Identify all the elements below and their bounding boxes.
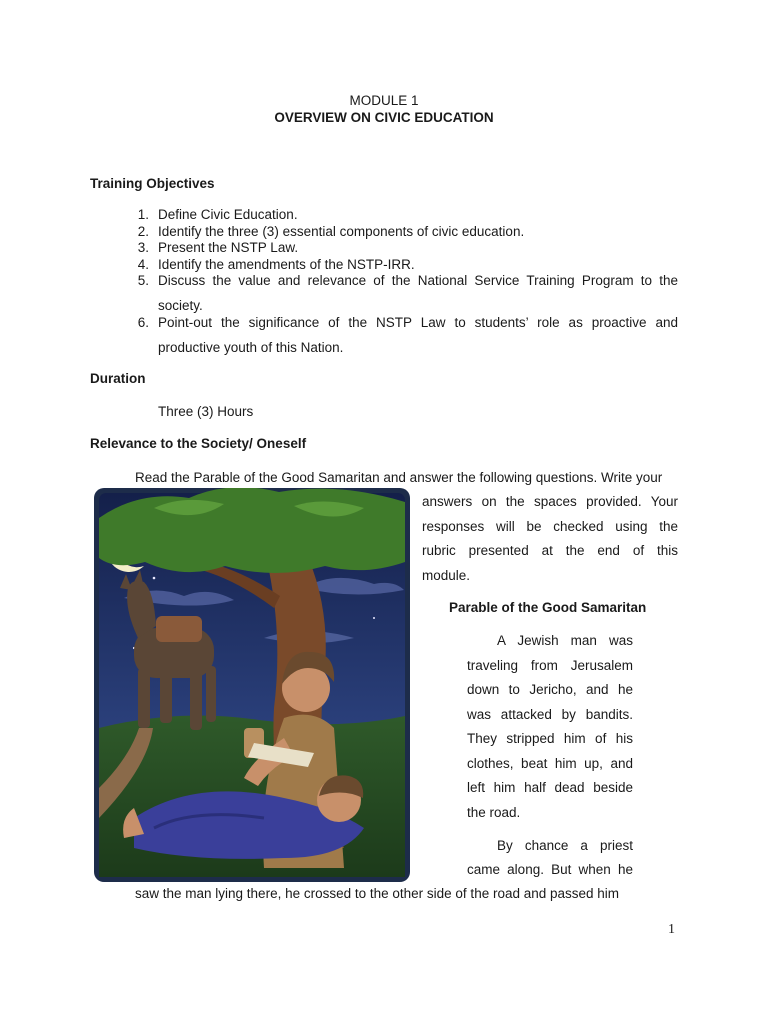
parable-line	[467, 838, 633, 853]
parable-line: was attacked by bandits.	[467, 707, 633, 722]
parable-line: They stripped him of his	[467, 731, 633, 746]
module-title: OVERVIEW ON CIVIC EDUCATION	[274, 110, 494, 125]
relevance-intro-line: module.	[422, 568, 471, 583]
objective-number: 5.	[137, 273, 149, 288]
parable-line: the road.	[467, 805, 521, 820]
objective-text: Present the NSTP Law.	[158, 240, 299, 255]
objectives-heading: Training Objectives	[90, 176, 215, 191]
parable-line: traveling from Jerusalem	[467, 658, 633, 673]
relevance-intro-line: Read the Parable of the Good Samaritan and answer the following questions. Write your	[135, 470, 663, 485]
relevance-heading: Relevance to the Society/ Oneself	[90, 436, 307, 451]
parable-line: saw the man lying there, he crossed to the other side of the road and passed him	[135, 886, 620, 901]
parable-title: Parable of the Good Samaritan	[449, 600, 647, 615]
parable-line: down to Jericho, and he	[467, 682, 633, 697]
parable-line	[467, 633, 633, 648]
objective-text: Discuss the value and relevance of the National Service Training Program to the	[158, 273, 678, 288]
objective-number: 6.	[137, 315, 149, 330]
objective-text: Identify the three (3) essential components of civic education.	[158, 224, 525, 239]
objective-text-continued: society.	[158, 298, 203, 313]
duration-value: Three (3) Hours	[158, 404, 254, 419]
page-number: 1	[668, 922, 675, 937]
objective-number: 1.	[137, 207, 149, 222]
parable-line-text: A Jewish man was	[497, 633, 633, 648]
relevance-intro-line: answers on the spaces provided. Your	[422, 494, 678, 509]
parable-line: came along. But when he	[467, 862, 633, 877]
objective-number: 4.	[137, 257, 149, 272]
relevance-intro-line: responses will be checked using the	[422, 519, 678, 534]
good-samaritan-illustration	[94, 488, 410, 882]
parable-line: left him half dead beside	[467, 780, 633, 795]
duration-heading: Duration	[90, 371, 146, 386]
objective-number: 2.	[137, 224, 149, 239]
objective-text: Point-out the significance of the NSTP Law to students’ role as proactive and	[158, 315, 678, 330]
objective-number: 3.	[137, 240, 149, 255]
objective-text-continued: productive youth of this Nation.	[158, 340, 344, 355]
objective-text: Identify the amendments of the NSTP-IRR.	[158, 257, 415, 272]
module-number: MODULE 1	[349, 93, 419, 108]
objective-text: Define Civic Education.	[158, 207, 298, 222]
relevance-intro-line: rubric presented at the end of this	[422, 543, 678, 558]
parable-line-text: By chance a priest	[497, 838, 633, 853]
parable-line: clothes, beat him up, and	[467, 756, 633, 771]
